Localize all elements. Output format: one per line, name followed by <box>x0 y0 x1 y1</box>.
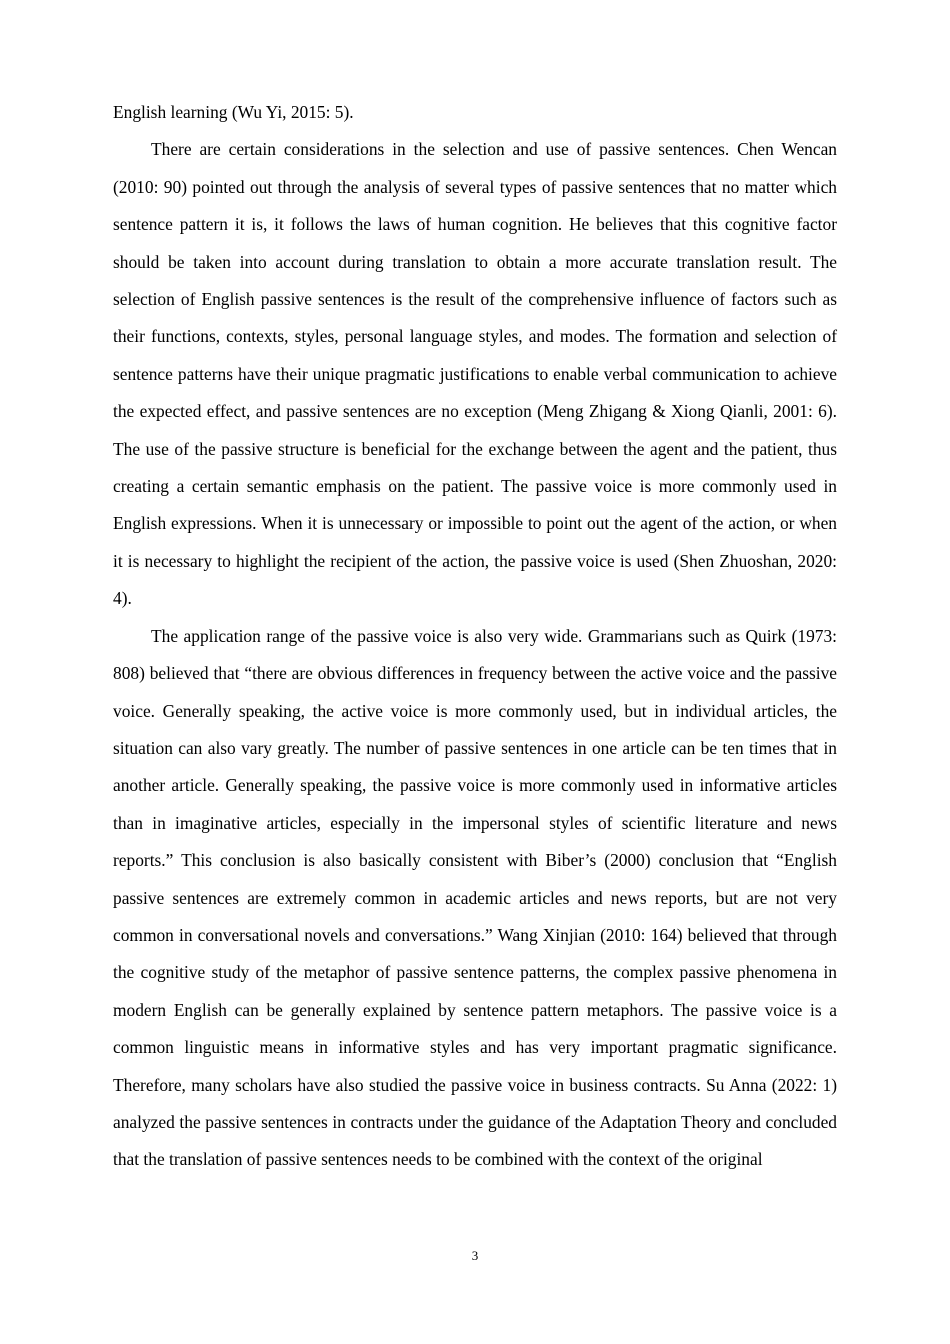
page-number: 3 <box>471 1248 479 1263</box>
paragraph-passive-selection: There are certain considerations in the selection and use of passive sentences. Chen Wencan (2010: 90) pointed out through the analysis of several types of passive sentences that no matter which sentence pattern it is, it follows the laws of human cognition. He believes that this cognitive factor should be taken into account during translation to obtain a more accurate translation result. The selection of English passive sentences is the result of the comprehensive influence of factors such as their functions, contexts, styles, personal language styles, and modes. The formation and selection of sentence patterns have their unique pragmatic justifications to enable verbal communication to achieve the expected effect, and passive sentences are no exception (Meng Zhigang & Xiong Qianli, 2001: 6). The use of the passive structure is beneficial for the exchange between the agent and the patient, thus creating a certain semantic emphasis on the patient. The passive voice is more commonly used in English expressions. When it is unnecessary or impossible to point out the agent of the action, or when it is necessary to highlight the recipient of the action, the passive voice is used (Shen Zhuoshan, 2020: 4). <box>113 139 837 609</box>
paragraph-passive-range: The application range of the passive voice is also very wide. Grammarians such as Quirk (1973: 808) believed that “there are obvious differences in frequency between the active voice and the passive voice. Generally speaking, the active voice is more commonly used, but in individual articles, the situation can also vary greatly. The number of passive sentences in one article can be ten times that in another article. Generally speaking, the passive voice is more commonly used in informative articles than in imaginative articles, especially in the impersonal styles of scientific literature and news reports.” This conclusion is also basically consistent with Biber’s (2000) conclusion that “English passive sentences are extremely common in academic articles and news reports, but are not very common in conversational novels and conversations.” Wang Xinjian (2010: 164) believed that through the cognitive study of the metaphor of passive sentence patterns, the complex passive phenomena in modern English can be generally explained by sentence pattern metaphors. The passive voice is a common linguistic means in informative styles and has very important pragmatic significance. Therefore, many scholars have also studied the passive voice in business contracts. Su Anna (2022: 1) analyzed the passive sentences in contracts under the guidance of the Adaptation Theory and concluded that the translation of passive sentences needs to be combined with the context of the original <box>113 625 837 1170</box>
paragraph-continuation: English learning (Wu Yi, 2015: 5). <box>113 102 354 122</box>
page-body <box>113 94 837 1179</box>
